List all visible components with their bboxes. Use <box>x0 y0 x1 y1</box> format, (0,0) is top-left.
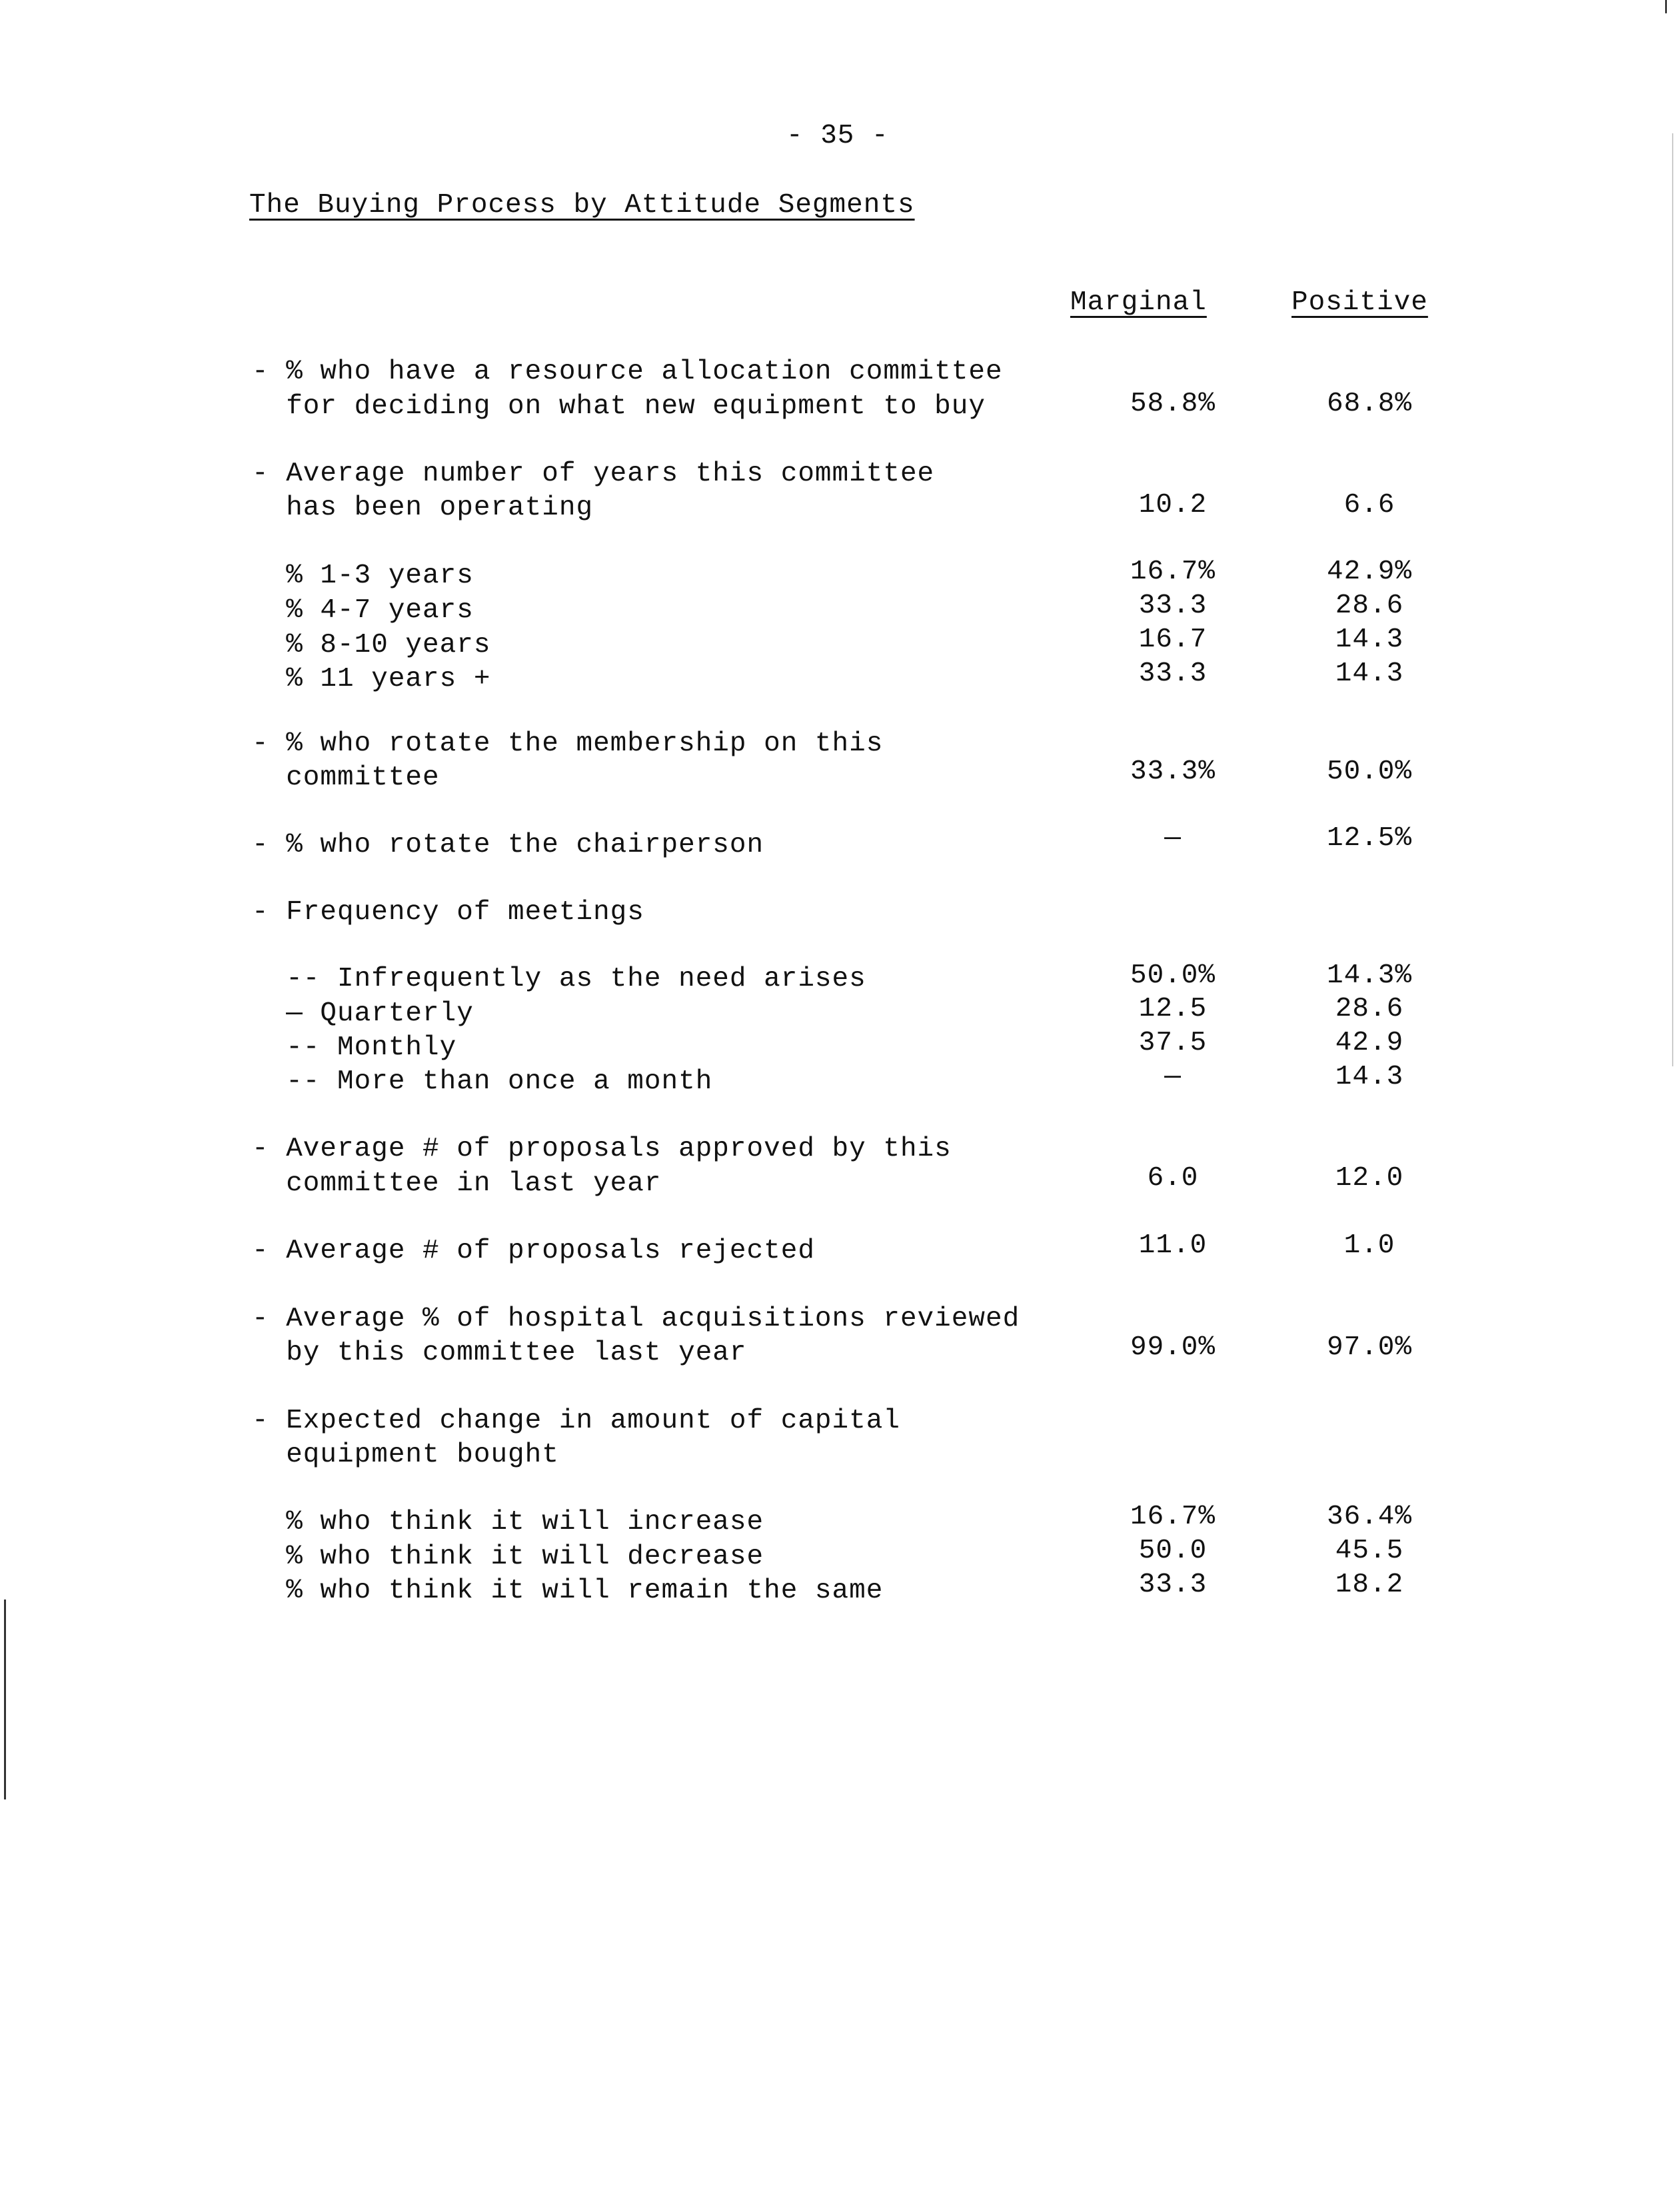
positive-value: 14.3% <box>1326 960 1413 991</box>
row-label: by this committee last year <box>252 1338 747 1368</box>
positive-value: 42.9 <box>1335 1028 1404 1058</box>
marginal-value: 37.5 <box>1138 1028 1208 1058</box>
marginal-value: 16.7% <box>1130 556 1216 587</box>
row-label: % who think it will increase <box>252 1507 764 1538</box>
row-label: % who think it will decrease <box>252 1542 764 1572</box>
marginal-value: 50.0% <box>1130 960 1216 991</box>
positive-value: 50.0% <box>1326 756 1413 787</box>
positive-value: 6.6 <box>1343 490 1395 521</box>
positive-value: 14.3 <box>1335 1062 1404 1092</box>
positive-value: 28.6 <box>1335 590 1404 621</box>
row-label: - % who rotate the membership on this <box>252 728 884 759</box>
row-label: - Average # of proposals approved by this <box>252 1134 952 1164</box>
positive-value: 45.5 <box>1335 1536 1404 1566</box>
marginal-value: 33.3 <box>1138 658 1208 689</box>
marginal-value: 58.8% <box>1130 389 1216 419</box>
row-label: -- Infrequently as the need arises <box>252 964 866 994</box>
scan-corner-mark <box>1665 0 1667 13</box>
row-label: - Frequency of meetings <box>252 897 644 928</box>
row-label: - Average # of proposals rejected <box>252 1236 815 1266</box>
column-header-marginal: Marginal <box>1070 287 1207 318</box>
marginal-value: — <box>1164 1062 1182 1092</box>
positive-value: 36.4% <box>1326 1502 1413 1532</box>
positive-value: 12.0 <box>1335 1163 1404 1194</box>
row-label: - Average % of hospital acquisitions reviewed <box>252 1304 1020 1334</box>
marginal-value: 16.7 <box>1138 624 1208 655</box>
marginal-value: 50.0 <box>1138 1536 1208 1566</box>
positive-value: 1.0 <box>1343 1230 1395 1261</box>
row-label: - Average number of years this committee <box>252 459 935 489</box>
row-label: % 11 years + <box>252 664 491 694</box>
row-label: — Quarterly <box>252 998 474 1029</box>
positive-value: 12.5% <box>1326 823 1413 854</box>
positive-value: 42.9% <box>1326 556 1413 587</box>
positive-value: 14.3 <box>1335 658 1404 689</box>
marginal-value: 33.3 <box>1138 1570 1208 1600</box>
row-label: - % who have a resource allocation committee <box>252 357 1003 387</box>
marginal-value: 33.3% <box>1130 756 1216 787</box>
marginal-value: 16.7% <box>1130 1502 1216 1532</box>
row-label: equipment bought <box>252 1440 559 1470</box>
row-label: for deciding on what new equipment to buy <box>252 391 986 422</box>
row-label: has been operating <box>252 493 594 523</box>
marginal-value: — <box>1164 823 1182 854</box>
row-label: - % who rotate the chairperson <box>252 830 764 860</box>
page-title: The Buying Process by Attitude Segments <box>249 190 915 221</box>
marginal-value: 33.3 <box>1138 590 1208 621</box>
positive-value: 28.6 <box>1335 994 1404 1024</box>
row-label: % who think it will remain the same <box>252 1576 884 1606</box>
scan-edge-right <box>1672 133 1673 1066</box>
page-number: - 35 - <box>786 121 889 151</box>
positive-value: 68.8% <box>1326 389 1413 419</box>
marginal-value: 6.0 <box>1147 1163 1199 1194</box>
positive-value: 14.3 <box>1335 624 1404 655</box>
marginal-value: 99.0% <box>1130 1332 1216 1363</box>
row-label: - Expected change in amount of capital <box>252 1406 900 1436</box>
row-label: -- Monthly <box>252 1032 457 1063</box>
positive-value: 97.0% <box>1326 1332 1413 1363</box>
row-label: % 4-7 years <box>252 595 474 626</box>
row-label: committee in last year <box>252 1168 662 1199</box>
row-label: % 8-10 years <box>252 630 491 660</box>
row-label: committee <box>252 762 440 793</box>
marginal-value: 10.2 <box>1138 490 1208 521</box>
marginal-value: 12.5 <box>1138 994 1208 1024</box>
positive-value: 18.2 <box>1335 1570 1404 1600</box>
column-header-positive: Positive <box>1291 287 1428 318</box>
row-label: -- More than once a month <box>252 1066 713 1097</box>
scan-edge-left <box>4 1600 6 1799</box>
row-label: % 1-3 years <box>252 560 474 591</box>
marginal-value: 11.0 <box>1138 1230 1208 1261</box>
